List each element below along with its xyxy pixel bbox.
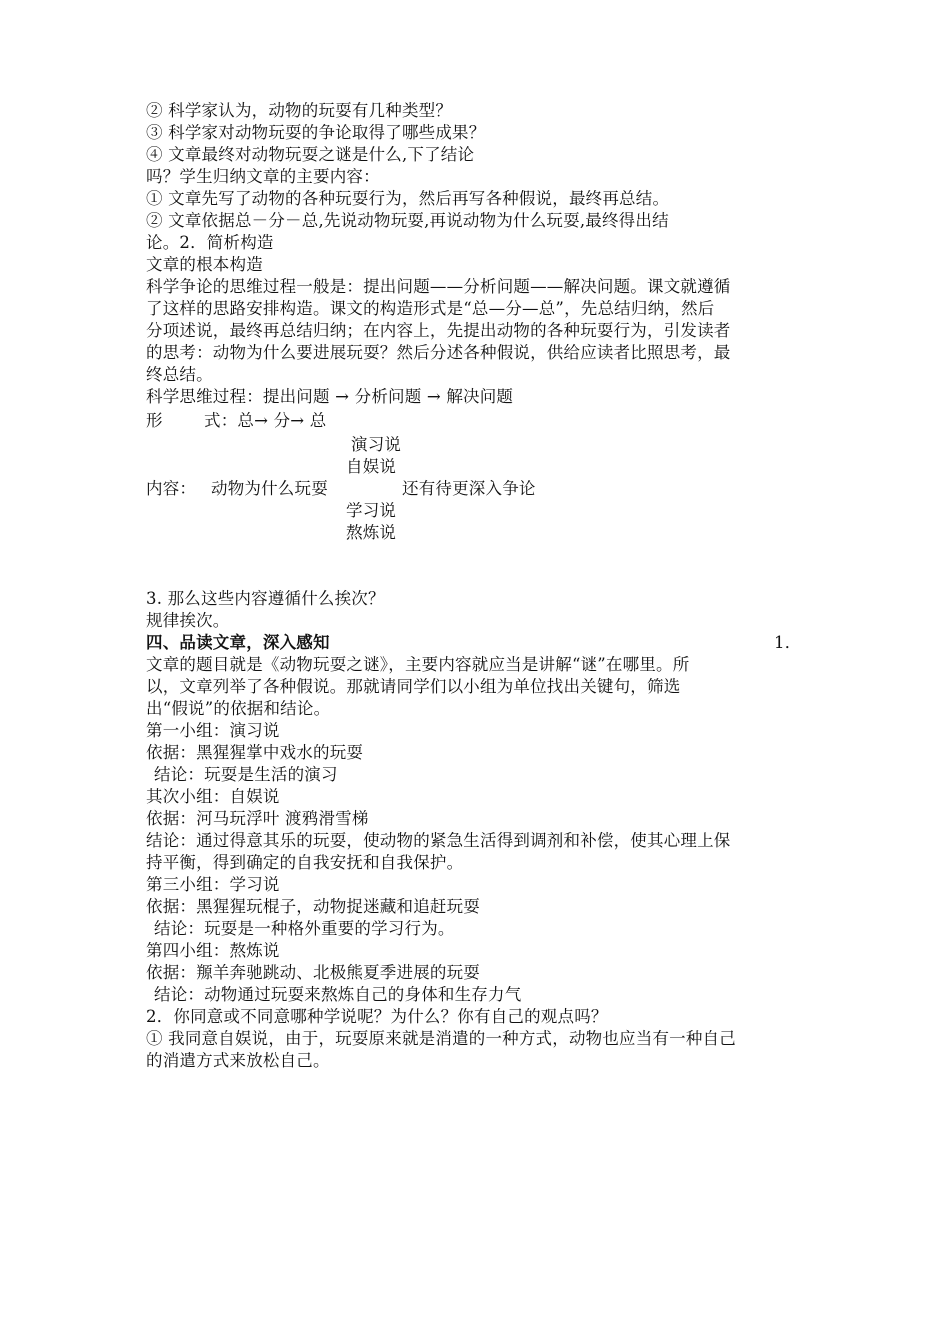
answer-2: ② 文章依据总－分－总,先说动物玩耍,再说动物为什么玩耍,最终得出结 <box>146 211 669 230</box>
question-3: ③ 科学家对动物玩耍的争论取得了哪些成果？ <box>146 123 486 142</box>
content-label: 内容： <box>146 479 197 498</box>
item-number-1: 1． <box>774 633 802 652</box>
form-label: 形 <box>146 411 163 430</box>
content-question: 动物为什么玩耍 <box>211 479 328 498</box>
answer-2-continued: 论。2．简析构造 <box>146 233 274 252</box>
paragraph-line-5: 终总结。 <box>146 365 213 384</box>
question-4-continued: 吗？学生归纳文章的主要内容： <box>146 167 380 186</box>
group-2-conclusion-line-1: 结论：通过得意其乐的玩耍，使动物的紧急生活得到调剂和补偿，使其心理上保 <box>146 831 731 850</box>
group-1-evidence: 依据：黑猩猩掌中戏水的玩耍 <box>146 743 364 762</box>
hypothesis-rehearsal: 演习说 <box>351 435 402 454</box>
group-2-evidence: 依据：河马玩浮叶 渡鸦滑雪梯 <box>146 809 369 828</box>
paragraph-line-2: 了这样的思路安排构造。课文的构造形式是“总—分—总”，先总结归纳，然后 <box>146 299 715 318</box>
question-order: 3. 那么这些内容遵循什么挨次？ <box>146 589 385 608</box>
group-2-title: 其次小组：自娱说 <box>146 787 280 806</box>
content-further-study: 还有待更深入争论 <box>402 479 536 498</box>
thinking-process-flow: 科学思维过程：提出问题 → 分析问题 → 解决问题 <box>146 387 514 406</box>
question-opinion: 2．你同意或不同意哪种学说呢？为什么？你有自己的观点吗？ <box>146 1007 608 1026</box>
question-2: ② 科学家认为，动物的玩耍有几种类型？ <box>146 101 453 120</box>
group-4-title: 第四小组：熬炼说 <box>146 941 280 960</box>
group-3-conclusion: 结论：玩耍是一种格外重要的学习行为。 <box>154 919 455 938</box>
paragraph-line-1: 科学争论的思维过程一般是：提出问题——分析问题——解决问题。课文就遵循 <box>146 277 731 296</box>
hypothesis-self-entertainment: 自娱说 <box>346 457 397 476</box>
form-structure: 式：总→ 分→ 总 <box>204 411 327 430</box>
section-4-heading: 四、品读文章，深入感知 <box>146 633 330 652</box>
group-3-title: 第三小组：学习说 <box>146 875 280 894</box>
hypothesis-learning: 学习说 <box>346 501 397 520</box>
reading-line-2: 以，文章列举了各种假说。那就请同学们以小组为单位找出关键句，筛选 <box>146 677 681 696</box>
paragraph-line-3: 分项述说，最终再总结归纳；在内容上，先提出动物的各种玩耍行为，引发读者 <box>146 321 731 340</box>
group-1-title: 第一小组：演习说 <box>146 721 280 740</box>
group-2-conclusion-line-2: 持平衡，得到确定的自我安抚和自我保护。 <box>146 853 464 872</box>
group-3-evidence: 依据：黑猩猩玩棍子，动物捉迷藏和追赶玩耍 <box>146 897 480 916</box>
group-1-conclusion: 结论：玩耍是生活的演习 <box>154 765 338 784</box>
opinion-answer-line-1: ① 我同意自娱说，由于，玩耍原来就是消遣的一种方式，动物也应当有一种自己 <box>146 1029 736 1048</box>
hypothesis-exercise: 熬炼说 <box>346 523 397 542</box>
answer-1: ① 文章先写了动物的各种玩耍行为，然后再写各种假说，最终再总结。 <box>146 189 670 208</box>
paragraph-line-4: 的思考：动物为什么要进展玩耍？然后分述各种假说，供给应读者比照思考，最 <box>146 343 731 362</box>
group-4-evidence: 依据：羱羊奔驰跳动、北极熊夏季进展的玩耍 <box>146 963 480 982</box>
question-4: ④ 文章最终对动物玩耍之谜是什么,下了结论 <box>146 145 475 164</box>
basic-structure-heading: 文章的根本构造 <box>146 255 263 274</box>
answer-order: 规律挨次。 <box>146 611 230 630</box>
reading-line-1: 文章的题目就是《动物玩耍之谜》，主要内容就应当是讲解“谜”在哪里。所 <box>146 655 690 674</box>
reading-line-3: 出“假说”的依据和结论。 <box>146 699 331 718</box>
opinion-answer-line-2: 的消遣方式来放松自己。 <box>146 1051 330 1070</box>
group-4-conclusion: 结论：动物通过玩耍来熬炼自己的身体和生存力气 <box>154 985 522 1004</box>
